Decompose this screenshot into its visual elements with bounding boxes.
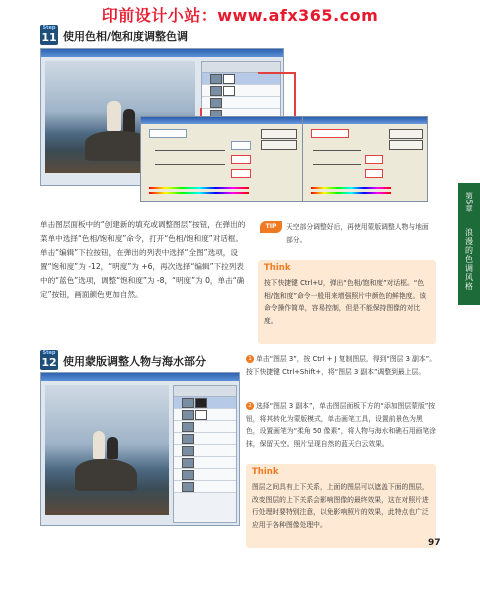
saturation-slider[interactable] xyxy=(313,150,361,151)
step-badge-11 xyxy=(40,25,58,45)
hue-bar xyxy=(311,192,391,194)
dialog-titlebar xyxy=(303,117,427,124)
saturation-value-field[interactable] xyxy=(365,155,383,164)
step-2-text: 选择“图层 3 副本”，单击图层面板下方的“添加图层蒙版”按钮，将其转化为蒙版模式，单击画笔工具，设置前景色为黑色，设置画笔为“柔角 50 像素”，将人物与海水和礁石用画笔涂抹，保留天空。照片呈现自然的蓝天白云效果。 xyxy=(246,402,436,448)
saturation-slider[interactable] xyxy=(155,150,225,151)
layers-panel xyxy=(173,385,237,523)
layer-thumbnail xyxy=(210,98,222,108)
layer-row[interactable] xyxy=(174,409,236,421)
lightness-slider[interactable] xyxy=(313,164,361,165)
figure-person xyxy=(123,109,135,133)
chapter-number: 第5章 xyxy=(464,192,474,212)
figure-person xyxy=(107,437,118,459)
layer-thumbnail xyxy=(210,74,222,84)
layer-thumbnail xyxy=(182,458,194,468)
connector-line xyxy=(294,72,296,118)
hue-bar xyxy=(149,187,249,189)
think-label: Think xyxy=(264,263,291,273)
layer-mask-thumbnail xyxy=(223,74,235,84)
step-badge-number: 11 xyxy=(41,31,57,44)
photo-beach-couple xyxy=(45,385,169,515)
step-badge-12 xyxy=(40,350,58,370)
layer-row[interactable] xyxy=(174,445,236,457)
section-11-body: 单击图层面板中的“创建新的填充或调整图层”按钮，在弹出的菜单中选择“色相/饱和度”命令，打开“色相/饱和度”对话框。单击“编辑”下拉按钮，在弹出的列表中选择“全图”选项，设置“饱和度”为 -12，“明度”为 +6，再次选择“编辑”下拉列表中的“蓝色”选项，调整“饱和度”为 -8，“明度”为 0，单击“确定”按钮，画面颜色更加自然。 xyxy=(40,220,246,299)
cancel-button[interactable] xyxy=(389,140,423,150)
think-text: 图层之间具有上下关系，上面的图层可以遮盖下面的图层，改变图层的上下关系会影响图像的最终效果，这在对照片进行处理时要特别注意，以免影响照片的效果，此特点也广泛应用于各种图像处理中。 xyxy=(252,483,429,529)
saturation-value-field[interactable] xyxy=(231,155,251,164)
rock-shape xyxy=(75,459,137,491)
think-label: Think xyxy=(252,467,279,477)
figure-person xyxy=(93,431,105,459)
screenshot-photoshop-2 xyxy=(40,372,240,526)
cancel-button[interactable] xyxy=(261,140,297,150)
window-titlebar xyxy=(41,49,283,57)
layer-thumbnail xyxy=(182,422,194,432)
hue-value-field[interactable] xyxy=(231,141,251,150)
watermark: 印前设计小站：www.afx365.com xyxy=(101,6,379,25)
connector-line xyxy=(258,72,296,74)
layer-thumbnail xyxy=(210,86,222,96)
edit-dropdown[interactable] xyxy=(149,129,187,138)
dialog-titlebar xyxy=(141,117,303,124)
window-titlebar xyxy=(41,373,239,381)
figure-person xyxy=(107,101,121,131)
hue-saturation-dialog-1 xyxy=(140,116,304,202)
think-box-1 xyxy=(258,260,436,344)
layer-mask-thumbnail xyxy=(223,86,235,96)
layer-row[interactable] xyxy=(202,73,280,85)
lightness-value-field[interactable] xyxy=(365,169,383,178)
layer-thumbnail xyxy=(182,470,194,480)
layer-thumbnail xyxy=(182,482,194,492)
layer-row[interactable] xyxy=(202,85,280,97)
think-box-2 xyxy=(246,464,436,548)
step-number-icon: 2 xyxy=(246,402,254,410)
layer-thumbnail xyxy=(182,410,194,420)
hue-saturation-dialog-2 xyxy=(302,116,428,202)
think-text: 按下快捷键 Ctrl+U，弹出“色相/饱和度”对话框。“色相/饱和度”命令一般用来增强照片中颜色的鲜艳度。该命令操作简单，容易控制，但是不能保持图像的对比度。 xyxy=(264,279,427,325)
section-12-step-1 xyxy=(246,353,436,378)
section-12-title: 使用蒙版调整人物与海水部分 xyxy=(63,355,206,368)
step-number-icon: 1 xyxy=(246,355,254,363)
step-badge-label: Step xyxy=(42,25,56,31)
hue-bar xyxy=(149,192,249,194)
step-badge-number: 12 xyxy=(41,356,57,369)
layers-panel-header xyxy=(174,386,236,397)
layer-row[interactable] xyxy=(174,457,236,469)
step-badge-label: Step xyxy=(42,350,56,356)
layer-row[interactable] xyxy=(174,469,236,481)
chapter-side-tab xyxy=(458,183,480,305)
layer-thumbnail xyxy=(182,446,194,456)
layer-mask-thumbnail xyxy=(195,398,207,408)
section-11-title: 使用色相/饱和度调整色调 xyxy=(63,30,189,43)
layer-mask-thumbnail xyxy=(195,410,207,420)
lightness-value-field[interactable] xyxy=(231,169,251,178)
lightness-slider[interactable] xyxy=(155,164,225,165)
page-number: 97 xyxy=(428,538,441,548)
section-12-step-2 xyxy=(246,400,436,450)
layer-row[interactable] xyxy=(174,421,236,433)
tip-text: 天空部分调整好后，再使用蒙版调整人物与地面部分。 xyxy=(286,223,429,244)
edit-dropdown[interactable] xyxy=(311,129,349,138)
chapter-title: 浪漫的色调风格 xyxy=(464,227,474,291)
tip-badge: TIP xyxy=(260,221,282,233)
ok-button[interactable] xyxy=(389,129,423,139)
layer-row[interactable] xyxy=(174,433,236,445)
layer-thumbnail xyxy=(182,434,194,444)
layer-row[interactable] xyxy=(174,481,236,493)
layer-row[interactable] xyxy=(202,97,280,109)
ok-button[interactable] xyxy=(261,129,297,139)
step-1-text: 单击“图层 3”，按 Ctrl + J 复制图层，得到“图层 3 副本”。按下快捷键 Ctrl+Shift+，将“图层 3 副本”调整到最上层。 xyxy=(246,355,436,376)
hue-bar xyxy=(311,187,391,189)
layer-thumbnail xyxy=(182,398,194,408)
layer-row[interactable] xyxy=(174,397,236,409)
